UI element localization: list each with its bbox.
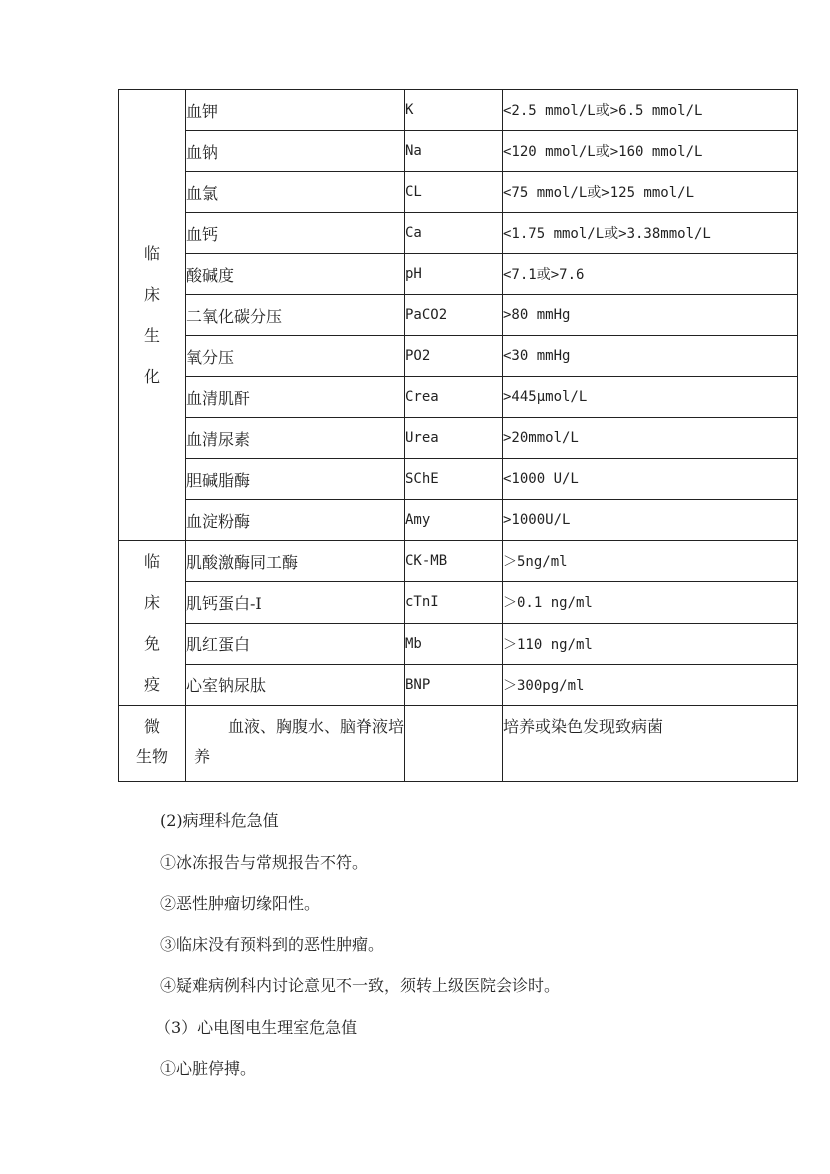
item-value: <2.5 mmol/L或>6.5 mmol/L	[503, 90, 798, 131]
item-name: 血清尿素	[186, 418, 405, 459]
item-abbr: pH	[405, 254, 503, 295]
item-abbr: Amy	[405, 500, 503, 541]
table-row	[119, 706, 798, 782]
item-name: 血液、胸腹水、脑脊液培养	[186, 706, 405, 782]
item-value: >20mmol/L	[503, 418, 798, 459]
item-abbr	[405, 706, 503, 782]
category-char: 临	[143, 244, 160, 263]
category-cell-micro	[119, 706, 186, 782]
table-row	[119, 131, 798, 172]
item-abbr: PO2	[405, 336, 503, 377]
category-char: 免	[143, 634, 160, 653]
item-value: <1000 U/L	[503, 459, 798, 500]
category-char: 生物	[135, 747, 168, 766]
item-name: 肌酸激酶同工酶	[186, 541, 405, 582]
item-abbr: PaCO2	[405, 295, 503, 336]
item-value: ＞5ng/ml	[503, 541, 798, 582]
section-heading-ecg: （3）心电图电生理室危急值	[155, 1018, 358, 1037]
section-heading-pathology: (2)病理科危急值	[160, 811, 279, 830]
item-abbr: CK-MB	[405, 541, 503, 582]
table-row	[119, 254, 798, 295]
table-row	[119, 90, 798, 131]
item-abbr: K	[405, 90, 503, 131]
paragraph: ①心脏停搏。	[160, 1059, 257, 1078]
item-abbr: Ca	[405, 213, 503, 254]
item-value: <120 mmol/L或>160 mmol/L	[503, 131, 798, 172]
item-name: 血淀粉酶	[186, 500, 405, 541]
category-char: 床	[143, 285, 160, 304]
item-value: <1.75 mmol/L或>3.38mmol/L	[503, 213, 798, 254]
item-value: >1000U/L	[503, 500, 798, 541]
item-name: 氧分压	[186, 336, 405, 377]
table-row	[119, 295, 798, 336]
table-row	[119, 418, 798, 459]
item-value: ＞300pg/ml	[503, 664, 798, 705]
item-name: 胆碱脂酶	[186, 459, 405, 500]
table-row	[119, 213, 798, 254]
category-char: 床	[143, 593, 160, 612]
item-abbr: cTnI	[405, 582, 503, 623]
paragraph: ①冰冻报告与常规报告不符。	[160, 853, 369, 872]
table-row	[119, 541, 798, 582]
table-row	[119, 500, 798, 541]
item-name: 血钾	[186, 90, 405, 131]
item-name: 血氯	[186, 172, 405, 213]
item-abbr: Urea	[405, 418, 503, 459]
table-row	[119, 377, 798, 418]
item-value: <7.1或>7.6	[503, 254, 798, 295]
item-value: >80 mmHg	[503, 295, 798, 336]
category-char: 临	[143, 552, 160, 571]
paragraph: ②恶性肿瘤切缘阳性。	[160, 894, 321, 913]
item-value: 培养或染色发现致病菌	[503, 706, 798, 782]
item-name: 肌红蛋白	[186, 623, 405, 664]
item-abbr: BNP	[405, 664, 503, 705]
item-abbr: SChE	[405, 459, 503, 500]
category-char: 生	[143, 326, 160, 345]
paragraph: ④疑难病例科内讨论意见不一致，须转上级医院会诊时。	[160, 976, 561, 995]
table-row	[119, 664, 798, 705]
item-name: 肌钙蛋白-I	[186, 582, 405, 623]
category-cell-immuno	[119, 541, 186, 706]
table-row	[119, 623, 798, 664]
item-abbr: Crea	[405, 377, 503, 418]
item-value: ＞110 ng/ml	[503, 623, 798, 664]
item-name: 血清肌酐	[186, 377, 405, 418]
item-name: 血钠	[186, 131, 405, 172]
category-cell-biochem	[119, 90, 186, 541]
category-char: 微	[143, 717, 160, 736]
item-value: ＞0.1 ng/ml	[503, 582, 798, 623]
item-name: 二氧化碳分压	[186, 295, 405, 336]
table-row	[119, 172, 798, 213]
table-row	[119, 582, 798, 623]
table-row	[119, 459, 798, 500]
table-row	[119, 336, 798, 377]
item-abbr: Mb	[405, 623, 503, 664]
paragraph: ③临床没有预料到的恶性肿瘤。	[160, 935, 385, 954]
item-value: <75 mmol/L或>125 mmol/L	[503, 172, 798, 213]
item-name: 酸碱度	[186, 254, 405, 295]
item-name: 心室钠尿肽	[186, 664, 405, 705]
item-value: >445μmol/L	[503, 377, 798, 418]
item-value: <30 mmHg	[503, 336, 798, 377]
item-abbr: CL	[405, 172, 503, 213]
item-name: 血钙	[186, 213, 405, 254]
category-char: 化	[143, 367, 160, 386]
category-char: 疫	[143, 675, 160, 694]
critical-values-table	[118, 89, 798, 782]
item-abbr: Na	[405, 131, 503, 172]
